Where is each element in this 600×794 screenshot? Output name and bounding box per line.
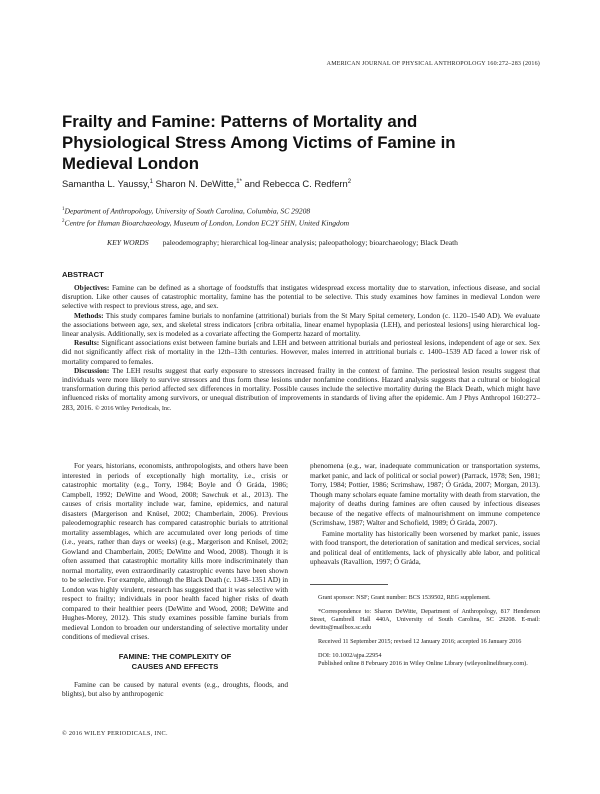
footnote-doi: DOI: 10.1002/ajpa.22954 [318,652,382,659]
abstract-text: This study compares famine burials to nonfamine (attritional) burials from the St Mary Spital cemetery, London (c. 1120–1540 AD). We evaluate the associations between age, sex, and skeletal stress indicators [cribra orbitalia, linear enamel hypoplasia (LEH), and periosteal lesions] using hierarchical log-linear analysis. Additionally, sex is modeled as a covariate affecting the Gompertz hazard of mortality. [62,310,540,339]
affiliation-mark: 2 [62,218,65,224]
body-paragraph: Famine mortality has historically been worsened by market panic, issues with food transport, the deterioration of sanitation and medical services, social and political deal of entitlements, lack of physically able labor, and political upheavals (Ravallion, 1997; Ó Gráda, [310,528,540,566]
author-affiliation-mark: 1* [236,178,242,185]
affiliations [62,205,542,228]
article-title: Frailty and Famine: Patterns of Mortality and Physiological Stress Among Victims of Famine in Medieval London [62,112,456,173]
keywords-text: paleodemography; hierarchical log-linear analysis; paleopathology; bioarchaeology; Black Death [162,238,458,247]
section-heading-line: CAUSES AND EFFECTS [131,661,219,671]
abstract-discussion [62,366,540,413]
abstract [62,283,540,413]
abstract-label: Objectives: [74,283,110,292]
author-list [62,178,532,189]
affiliation-line [62,217,542,229]
author-name: Sharon N. DeWitte, [152,178,237,189]
affiliation-line [62,205,542,217]
author-name: Samantha L. Yaussy, [62,178,150,189]
section-heading-line: FAMINE: THE COMPLEXITY OF [118,651,232,661]
body-column-left [62,461,288,699]
abstract-text: The LEH results suggest that early exposure to stressors increased frailty in the context of famine. The periosteal lesion results suggest that individuals were more likely to survive stressors and thus form these lesions under nonfamine conditions. Hazard analysis suggests that a cultural or biological transformation during this period affected sex differences in mortality. Possible causes include the selective mortality during the Black Death, which might have influenced risks of mortality among survivors, or unequal distribution of improvements in standards of living after the epidemic. Am J Phys Anthropol 160:272–283, 2016. [62,365,540,412]
footnote-received: Received 11 September 2015; revised 12 January 2016; accepted 16 January 2016 [318,638,522,645]
abstract-label: Methods: [74,310,104,320]
keywords-label: KEY WORDS [107,238,149,247]
footnote-correspondence: *Correspondence to: Sharon DeWitte, Department of Anthropology, 817 Henderson Street, Gambrell Hall 440A, University of South Carolina, SC 29208. E-mail: dewitts@mailbox.sc.edu [310,608,540,631]
abstract-text: Famine can be defined as a shortage of foodstuffs that instigates widespread excess mortality due to starvation, infectious disease, and social disruption. Like other causes of catastrophic mortality, famine has the potential to be selective. This study examines how famines in medieval London were selective with respect to previous stress, age, and sex. [62,283,540,311]
footnote-grant: Grant sponsor: NSF; Grant number: BCS 1539502, REG supplement. [318,594,491,601]
abstract-objectives [62,283,540,311]
affiliation-text: Centre for Human Bioarchaeology, Museum of London, London EC2Y 5HN, United Kingdom [64,218,350,228]
affiliation-mark: 1 [62,207,65,212]
author-affiliation-mark: 1 [149,178,153,185]
author-name: and Rebecca C. Redfern [241,178,348,189]
body-paragraph: Famine can be caused by natural events (e.g., droughts, floods, and blights), but also by anthropogenic [62,679,288,698]
abstract-heading: ABSTRACT [62,270,104,279]
author-affiliation-mark: 2 [347,178,352,185]
section-heading [62,652,288,672]
abstract-label: Results: [74,338,100,348]
body-column-right [310,461,540,568]
footnotes [310,594,540,674]
abstract-label: Discussion: [74,365,110,375]
abstract-text: Significant associations exist between famine burials and LEH and between attritional burials and periosteal lesions, independent of age or sex. Sex did not significantly affect risk of mortality in the 12th–13th centuries. However, males interred in attritional burials c. 1400–1539 AD faced a lower risk of mortality compared to females. [62,338,540,366]
footer-copyright: © 2016 WILEY PERIODICALS, INC. [62,730,168,737]
body-paragraph: phenomena (e.g., war, inadequate communication or transportation systems, market panic, and lack of political or social power) (Parrack, 1978; Sen, 1981; Torry, 1984; Pottier, 1986; Scrimshaw, 1987; Ó Gráda, 2007; Morgan, 2013). Though many scholars equate famine mortality with death from starvation, the majority of deaths during famines are often caused by infectious diseases because of the negative effects of malnourishment on immune competence (Scrimshaw, 1987; Walter and Schofield, 1989; Ó Gráda, 2007). [310,461,540,527]
abstract-copyright: © 2016 Wiley Periodicals, Inc. [94,404,172,412]
running-head: AMERICAN JOURNAL OF PHYSICAL ANTHROPOLOGY 160:272–283 (2016) [326,61,540,67]
abstract-results [62,338,540,366]
body-paragraph: For years, historians, economists, anthropologists, and others have been interested in periods of exceptionally high mortality, i.e., crisis or catastrophic mortality (e.g., Torry, 1984; Boyle and Ó Gráda, 1986; Campbell, 1992; DeWitte and Wood, 2008; Sawchuk et al., 2013). The causes of crisis mortality include war, famine, epidemics, and natural disasters (Margerison and Knüsel, 2002; Chamberlain, 2006). Previous paleodemographic research has compared catastrophic burials to attritional mortality assemblages, which are accumulated over long periods of time (i.e., years, rather than days or weeks) (e.g., Margerison and Knüsel, 2002; Gowland and Chamberlain, 2005; DeWitte and Wood, 2008). Though it is often assumed that catastrophic mortality kills more indiscriminately than normal mortality, even extraordinarily catastrophic events have been shown to be selective. For example, although the Black Death (c. 1348–1351 AD) in London was highly virulent, research has suggested that it was selective with respect to frailty; individuals in poor health faced higher risks of death compared to their healthier peers (DeWitte and Wood, 2008; DeWitte and Hughes-Morey, 2012). This study examines possible famine burials from medieval London to broaden our understanding of selective mortality under conditions of medieval crises. [62,461,288,641]
affiliation-text: Department of Anthropology, University of South Carolina, Columbia, SC 29208 [64,206,311,216]
keywords [107,238,502,248]
footnote-divider [310,584,388,585]
abstract-methods [62,311,540,339]
footnote-published: Published online 8 February 2016 in Wiley Online Library (wileyonlinelibrary.com). [318,660,528,667]
